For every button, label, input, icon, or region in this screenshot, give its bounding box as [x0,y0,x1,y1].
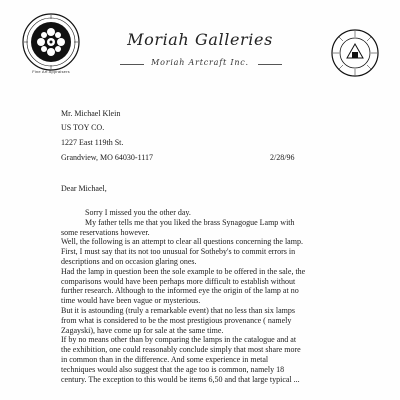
company-subtitle: Moriah Artcraft Inc. [151,58,249,67]
body-line: in common than in the difference. And some experience in metal [61,354,269,364]
body-line: time would have been vague or mysterious. [61,296,201,306]
recipient-company: US TOY CO. [61,123,105,132]
divider [258,64,282,65]
body-line: comparisons would have been perhaps more difficult to establish without [61,276,296,286]
letter-body [61,208,361,384]
body-line: the exhibition, one could reasonably conclude simply that most share more [61,345,301,355]
body-line: My father tells me that you liked the brass Synagogue Lamp with [85,217,295,227]
body-line: But it is astounding (truly a remarkable event) that no less than six lamps [61,305,295,315]
body-line: techniques would also suggest that the age too is common, namely 18 [61,364,285,374]
body-line: further research. Although to the informed eye the origin of the lamp at no [61,286,299,296]
recipient-street: 1227 East 119th St. [61,138,124,147]
body-line: If by no means other than by comparing the lamps in the catalogue and at [61,335,297,345]
company-name: Moriah Galleries [127,30,273,49]
seal-caption: Fine Art Appraisers [32,69,70,74]
body-line: descriptions and on occasion glaring ones. [61,256,197,266]
dealers-association-seal-icon [330,28,380,78]
recipient-city: Grandview, MO 64030-1117 [61,153,153,162]
recipient-name: Mr. Michael Klein [61,109,121,118]
body-line: First, I must say that its not too unusual for Sotheby's to commit errors in [61,247,296,257]
body-line: some reservations however. [61,227,150,237]
body-line: century. The exception to this would be items 6,50 and that large typical ... [61,374,300,384]
body-line: Had the lamp in question been the sole example to be offered in the sale, the [61,266,306,276]
body-line: from what is considered to be the most prestigious provenance ( namely [61,315,292,325]
appraisers-association-seal-icon [20,12,82,76]
body-line: Well, the following is an attempt to clear all questions concerning the lamp. [61,237,303,247]
letter-date: 2/28/96 [270,153,295,162]
body-line: Zagayski), have come up for sale at the same time. [61,325,224,335]
body-line: Sorry I missed you the other day. [85,208,191,217]
salutation: Dear Michael, [61,184,107,193]
